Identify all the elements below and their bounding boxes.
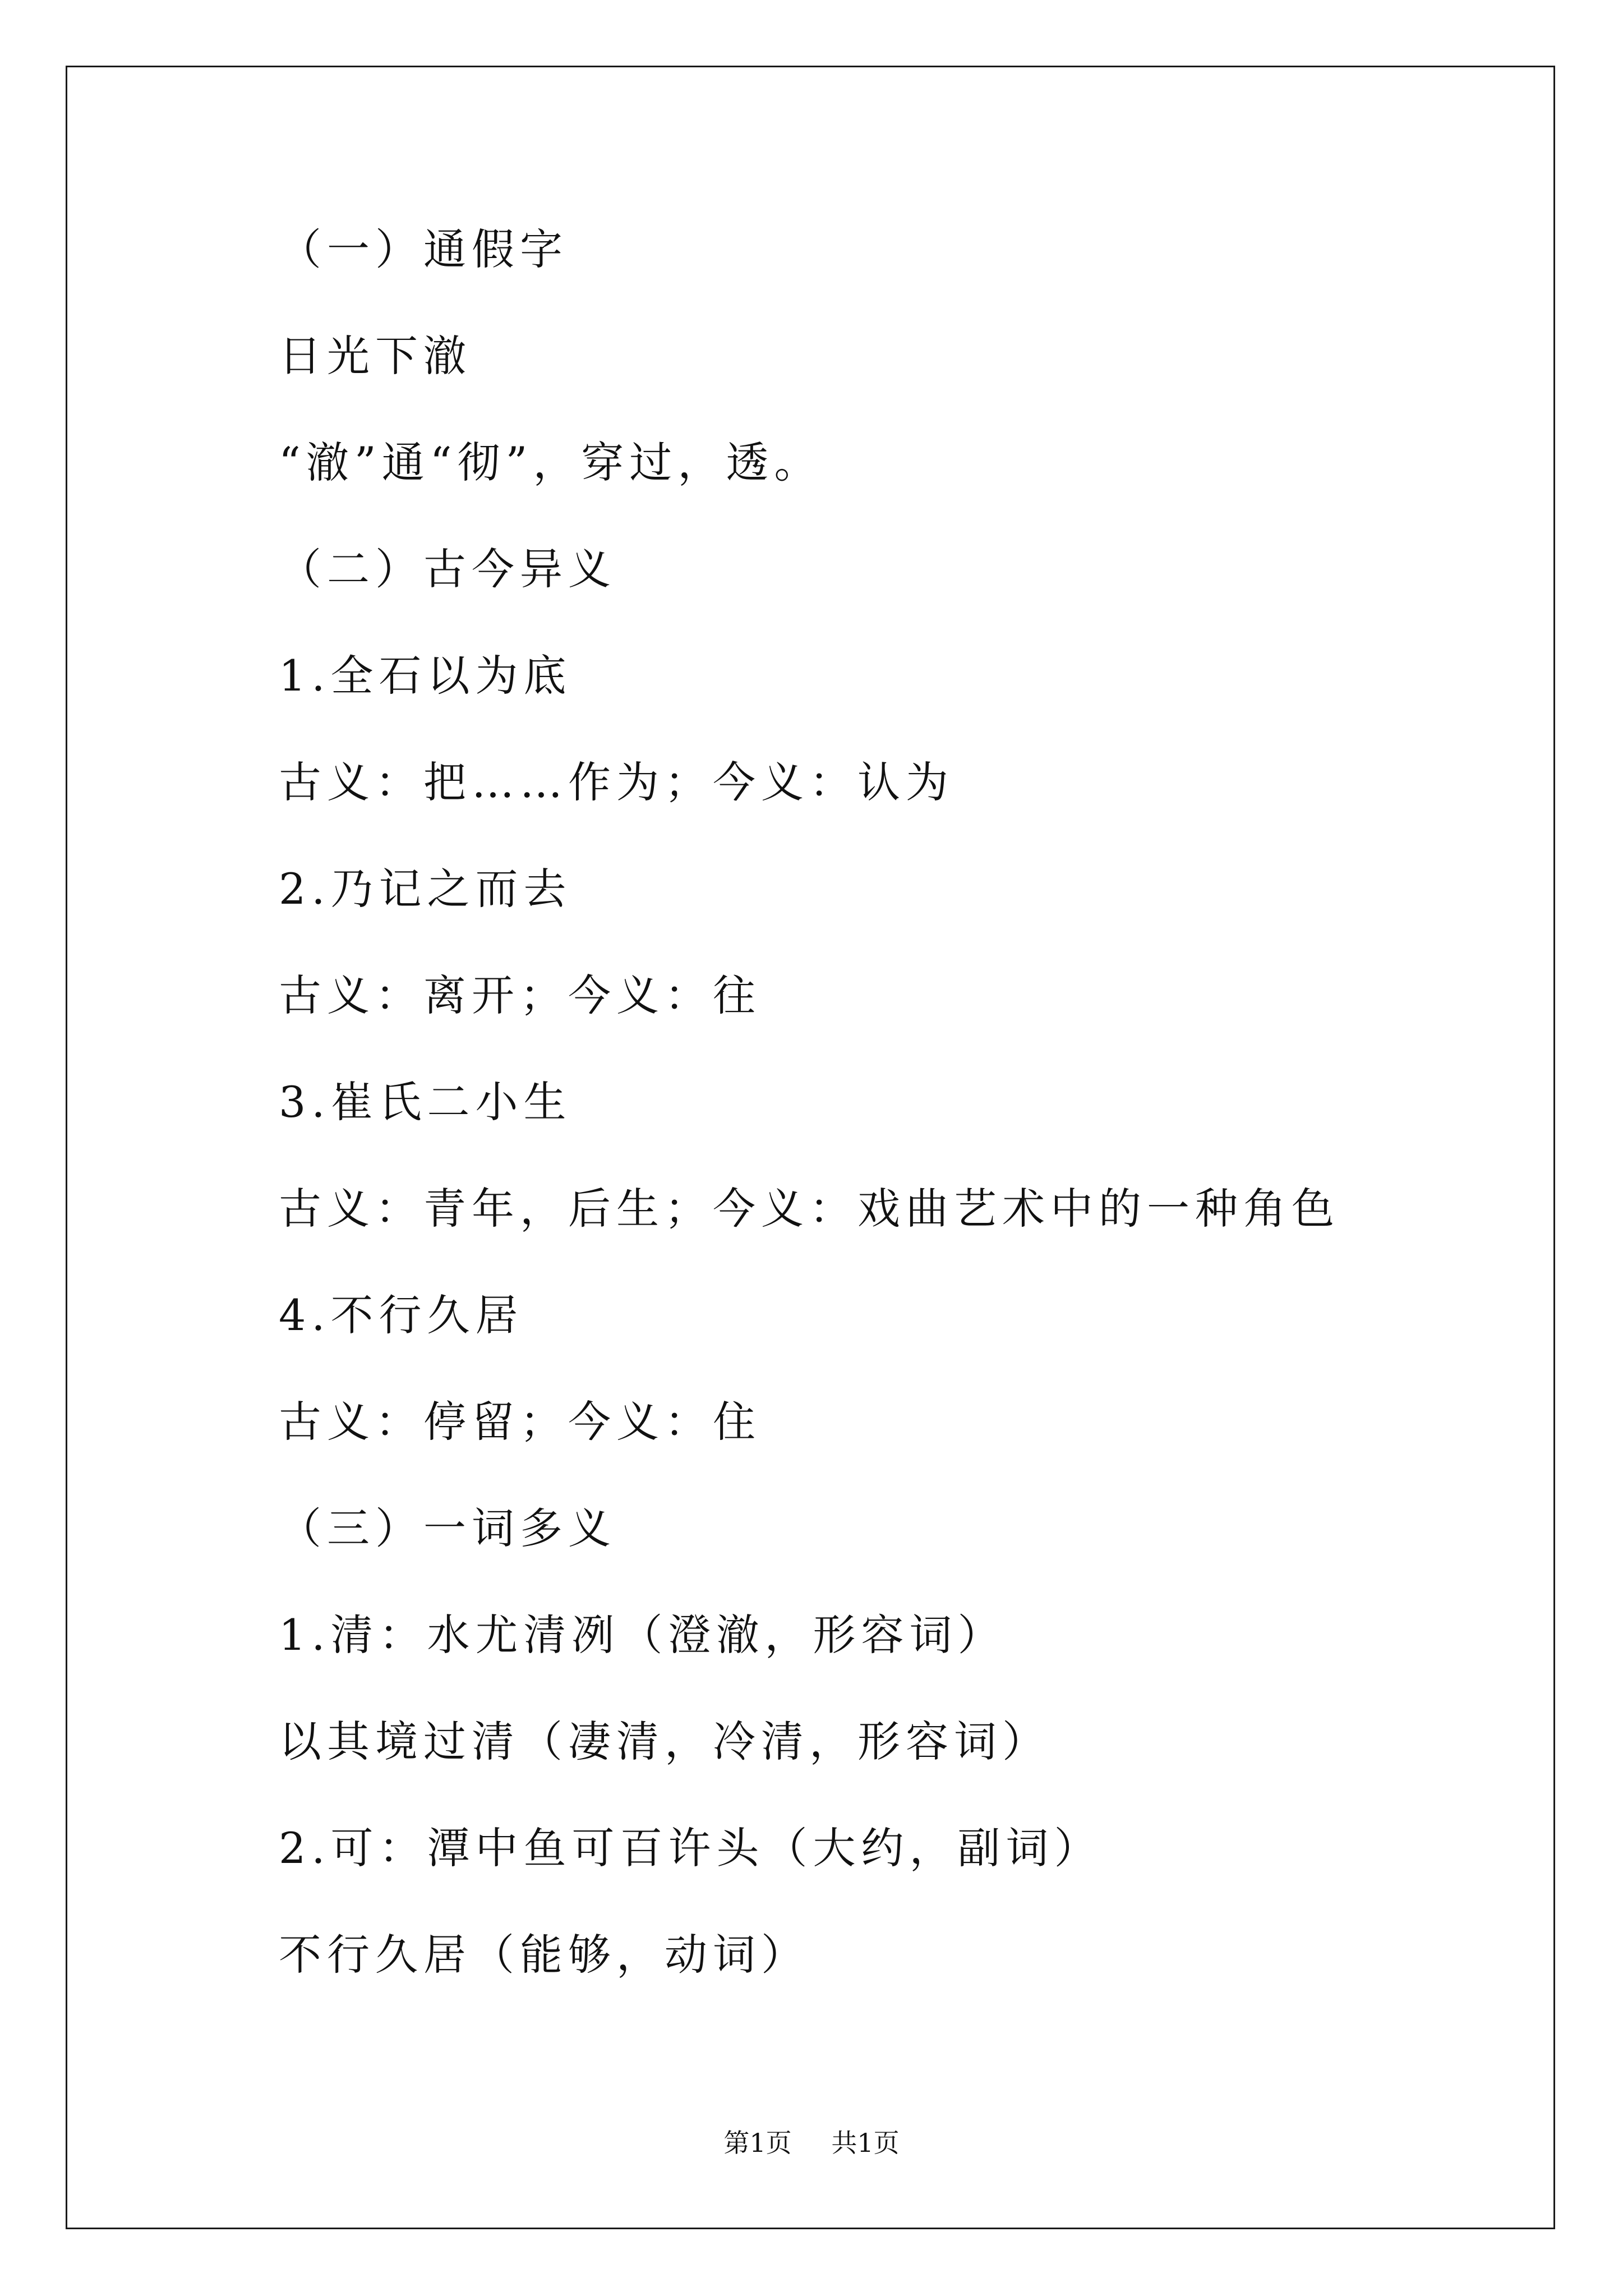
section-heading-tongjiazi: （一）通假字 [279, 224, 568, 274]
section-heading-gujinyiyi: （二）古今异义 [279, 544, 616, 594]
text-line: 1.全石以为底 [279, 651, 572, 701]
text-line: 不行久居（能够，动词） [279, 1930, 809, 1980]
text-line: 1.清：水尤清冽（澄澈，形容词） [279, 1610, 1006, 1660]
page-footer [0, 2126, 1623, 2160]
text-line: 古义：停留；今义：住 [279, 1397, 761, 1447]
page-number: 第1页 [723, 2128, 792, 2158]
text-line: 以其境过清（凄清，冷清，形容词） [279, 1717, 1050, 1766]
text-line: 3.崔氏二小生 [279, 1077, 572, 1127]
section-heading-yiciduoyi: （三）一词多义 [279, 1503, 616, 1553]
text-line: 2.乃记之而去 [279, 864, 572, 914]
text-line: 4.不行久居 [279, 1290, 524, 1340]
text-line: 古义：把……作为；今义：认为 [279, 757, 954, 807]
document-body [279, 219, 1456, 2031]
text-line: 2.可：潭中鱼可百许头（大约，副词） [279, 1823, 1103, 1873]
text-line: “澈”通“彻”，穿过，透。 [279, 438, 823, 487]
text-line: 日光下澈 [279, 331, 472, 381]
text-line: 古义：青年，后生；今义：戏曲艺术中的一种角色 [279, 1184, 1340, 1234]
text-line: 古义：离开；今义：往 [279, 970, 761, 1020]
page-total: 共1页 [831, 2128, 900, 2158]
